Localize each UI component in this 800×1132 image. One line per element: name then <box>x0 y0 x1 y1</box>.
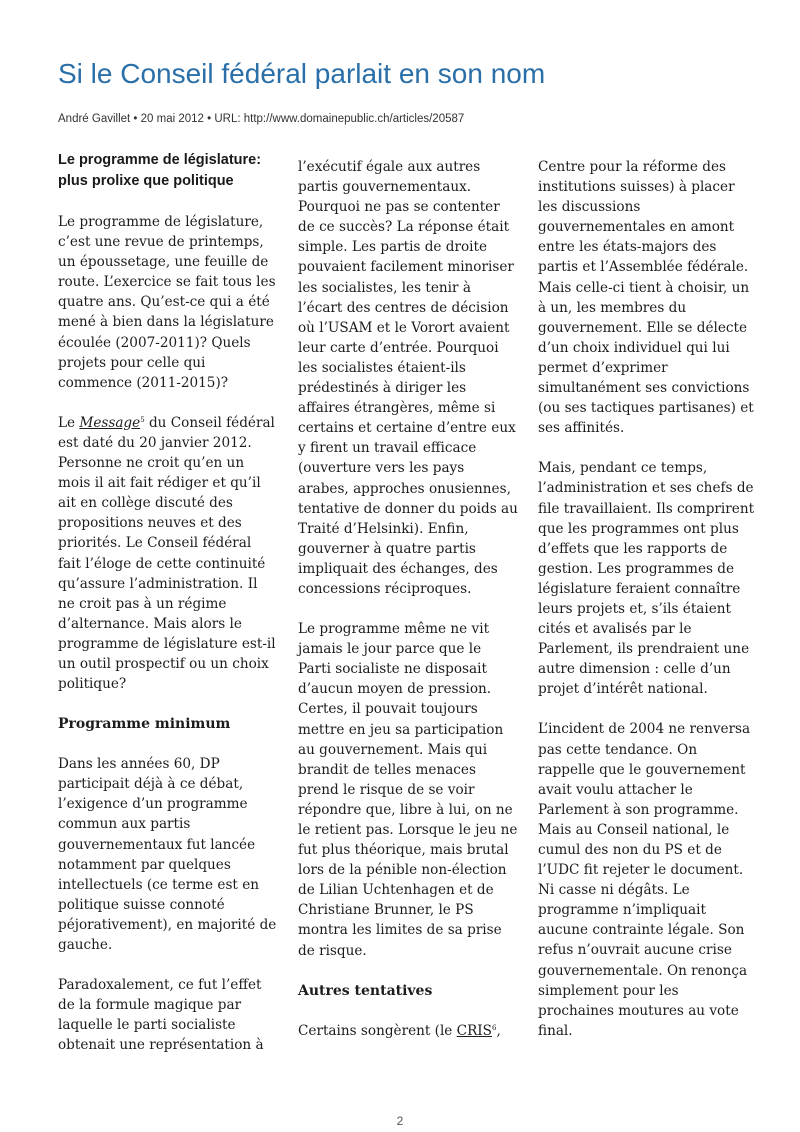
paragraph: Mais, pendant ce temps, l’administration et ses chefs de file travaillaient. Ils comprirent que les programmes ont plus d’effets que les rapports de gestion. Les programmes de législature feraient connaître leurs projets et, s’ils étaient cités et avalisés par le Parlement, ils prendraient une autre dimension : celle d’un projet d’intérêt national. <box>538 460 755 698</box>
article-title: Si le Conseil fédéral parlait en son nom <box>58 58 546 89</box>
column-1 <box>58 150 278 1075</box>
column-2 <box>298 157 518 1061</box>
paragraph <box>298 1021 518 1041</box>
section-heading-autres-tentatives: Autres tentatives <box>298 982 433 999</box>
paragraph: Le programme même ne vit jamais le jour parce que le Parti socialiste ne disposait d’aucun moyen de pression. Certes, il pouvait toujours mettre en jeu sa participation au gouvernement. Mais qui brandit de telles menaces prend le risque de se voir répondre que, libre à lui, on ne le retient pas. Lorsque le jeu ne fut plus théorique, mais brutal lors de la pénible non-élection de Lilian Uchtenhagen et de Christiane Brunner, le PS montra les limites de sa prise de risque. <box>298 621 518 959</box>
message-link[interactable]: Message <box>79 414 141 431</box>
column-3 <box>538 157 758 1061</box>
paragraph: Centre pour la réforme des institutions suisses) à placer les discussions gouvernementales en amont entre les états-majors des partis et l’Assemblée fédérale. Mais celle-ci tient à choisir, un à un, les membres du gouvernement. Elle se délecte d’un choix individuel qui lui permet d’exprimer simultanément ses convictions (ou ses tactiques partisanes) et ses affinités. <box>538 159 754 437</box>
paragraph <box>58 413 278 694</box>
text: Le <box>58 414 80 431</box>
paragraph: L’incident de 2004 ne renversa pas cette tendance. On rappelle que le gouvernement avait voulu attacher le Parlement à son programme. Mais au Conseil national, le cumul des non du PS et de l’UDC fit rejeter le document. Ni casse ni dégâts. Le programme n’impliquait aucune contrainte légale. Son refus n’ouvrait aucune crise gouvernementale. On renonça simplement pour les prochaines moutures au vote final. <box>538 721 751 1039</box>
text: du Conseil fédéral est daté du 20 janvier 2012. Personne ne croit qu’en un mois il ait fait rédiger et qu’il ait en collège discuté des propositions neuves et des priorités. Le Conseil fédéral fait l’éloge de cette continuité qu’assure l’administration. Il ne croit pas à un régime d’alternance. Mais alors le programme de législature est-il un outil prospectif ou un choix politique? <box>58 414 276 693</box>
page-number: 2 <box>396 1114 404 1128</box>
text: Certains songèrent (le <box>298 1022 457 1039</box>
article-byline: André Gavillet • 20 mai 2012 • URL: http://www.domainepublic.ch/articles/20587 <box>58 113 465 125</box>
article-subtitle: Le programme de législature: plus prolixe que politique <box>58 152 262 189</box>
cris-link[interactable]: CRIS <box>456 1022 492 1039</box>
footnote-ref[interactable]: 5 <box>140 415 145 424</box>
section-heading-programme-minimum: Programme minimum <box>58 716 231 733</box>
paragraph: Paradoxalement, ce fut l’effet de la formule magique par laquelle le parti socialiste obtenait une représentation à <box>58 977 264 1054</box>
paragraph: Le programme de législature, c’est une revue de printemps, un époussetage, une feuille de route. L’exercice se fait tous les quatre ans. Qu’est-ce qui a été mené à bien dans la législature écoulée (2007-2011)? Quels projets pour celle qui commence (2011-2015)? <box>58 214 276 391</box>
footnote-ref[interactable]: 6 <box>492 1023 497 1032</box>
paragraph: l’exécutif égale aux autres partis gouvernementaux. Pourquoi ne pas se contenter de ce succès? La réponse était simple. Les partis de droite pouvaient facilement minoriser les socialistes, les tenir à l’écart des centres de décision où l’USAM et le Vorort avaient leur carte d’entrée. Pourquoi les socialistes étaient-ils prédestinés à diriger les affaires étrangères, même si certains et certaine d’entre eux y firent un travail efficace (ouverture vers les pays arabes, approches onusiennes, tentative de donner du poids au Traité d’Helsinki). Enfin, gouverner à quatre partis impliquait des échanges, des concessions réciproques. <box>298 159 518 597</box>
text: , <box>496 1022 501 1039</box>
paragraph: Dans les années 60, DP participait déjà à ce débat, l’exigence d’un programme commun aux partis gouvernementaux fut lancée notamment par quelques intellectuels (ce terme est en politique suisse connoté péjorativement), en majorité de gauche. <box>58 756 277 953</box>
